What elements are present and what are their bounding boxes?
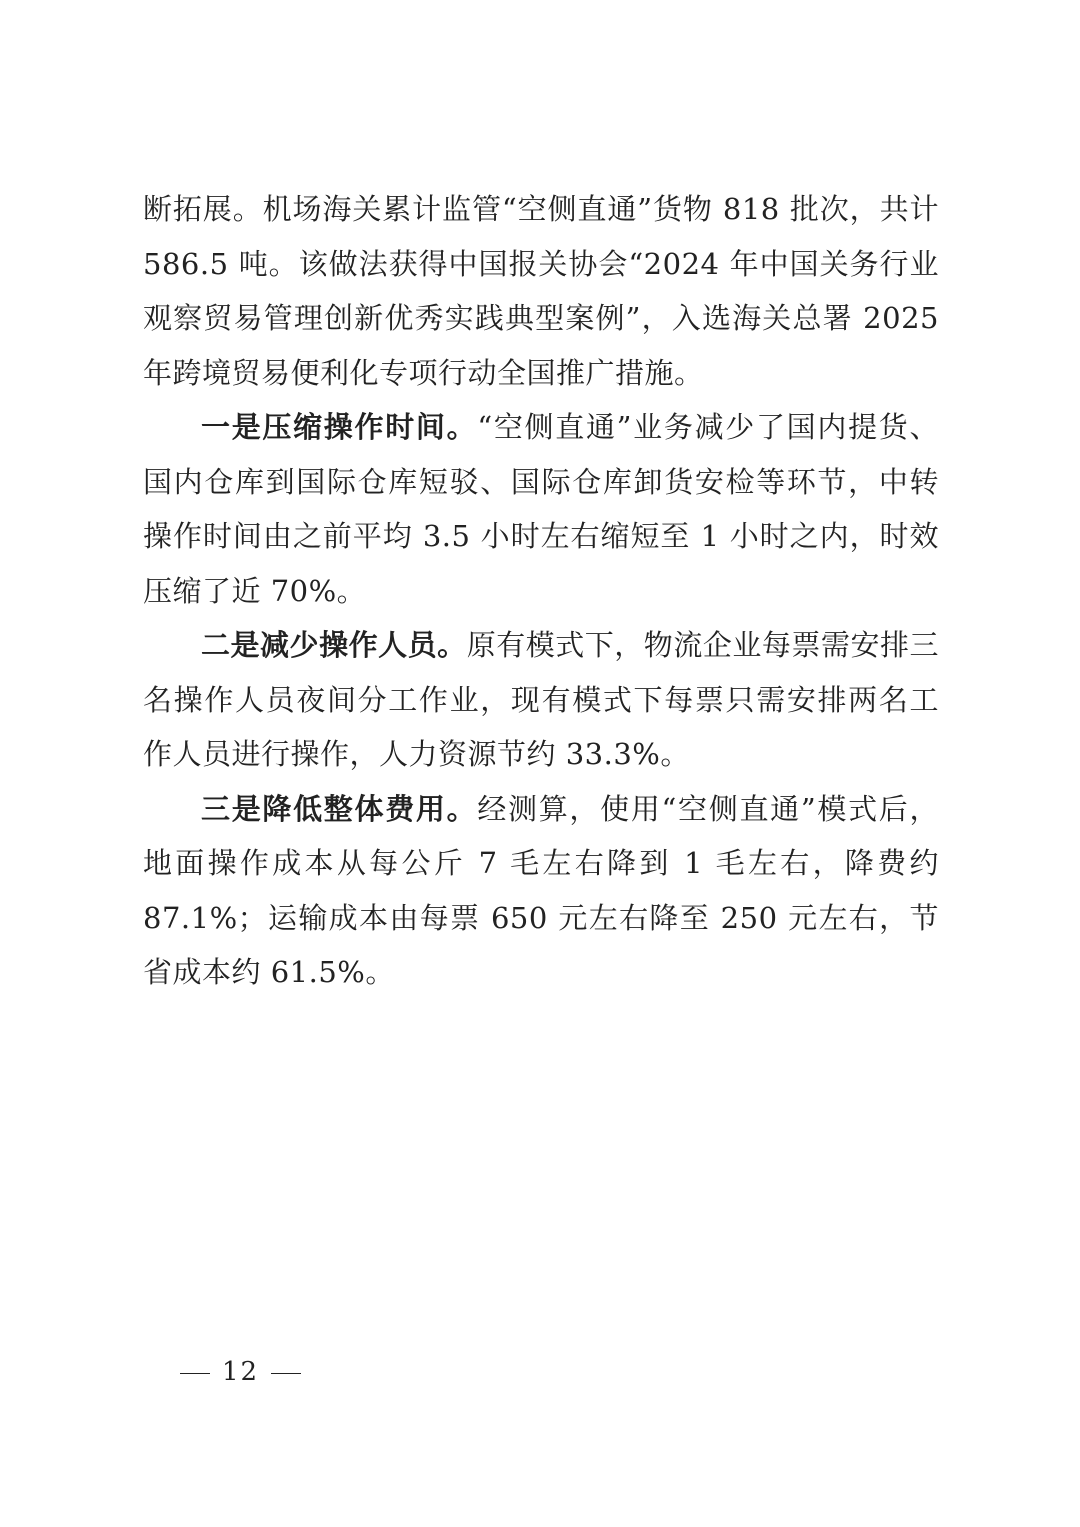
paragraph-lead: 二是减少操作人员。 (201, 628, 467, 662)
paragraph-text: “空侧直通”业务减少了国内提货、国内仓库到国际仓库短驳、国际仓库卸货安检等环节，中转操作时间由之前平均 3.5 小时左右缩短至 1 小时之内，时效压缩了近 70%。 (143, 410, 939, 608)
paragraph-lead: 一是压缩操作时间。 (201, 410, 478, 444)
footer-dash-right (271, 1373, 301, 1374)
footer-dash-left (180, 1373, 210, 1374)
paragraph-reduce-cost (143, 782, 939, 1000)
paragraph-continuation (143, 182, 939, 400)
paragraph-text: 原有模式下，物流企业每票需安排三名操作人员夜间分工作业，现有模式下每票只需安排两名工作人员进行操作，人力资源节约 33.3%。 (143, 628, 939, 771)
paragraph-compress-time (143, 400, 939, 618)
paragraph-reduce-staff (143, 618, 939, 782)
document-body (143, 182, 939, 1000)
paragraph-text: 经测算，使用“空侧直通”模式后，地面操作成本从每公斤 7 毛左右降到 1 毛左右，降费约 87.1%；运输成本由每票 650 元左右降至 250 元左右，节省成本约 61.5%。 (143, 791, 939, 989)
paragraph-lead: 三是降低整体费用。 (201, 791, 478, 826)
page-footer (168, 1357, 313, 1387)
page-number: 12 (222, 1357, 260, 1387)
paragraph-text: 断拓展。机场海关累计监管“空侧直通”货物 818 批次，共计 586.5 吨。该做法获得中国报关协会“2024 年中国关务行业观察贸易管理创新优秀实践典型案例”，入选海关总署 2025 年跨境贸易便利化专项行动全国推广措施。 (143, 192, 939, 390)
